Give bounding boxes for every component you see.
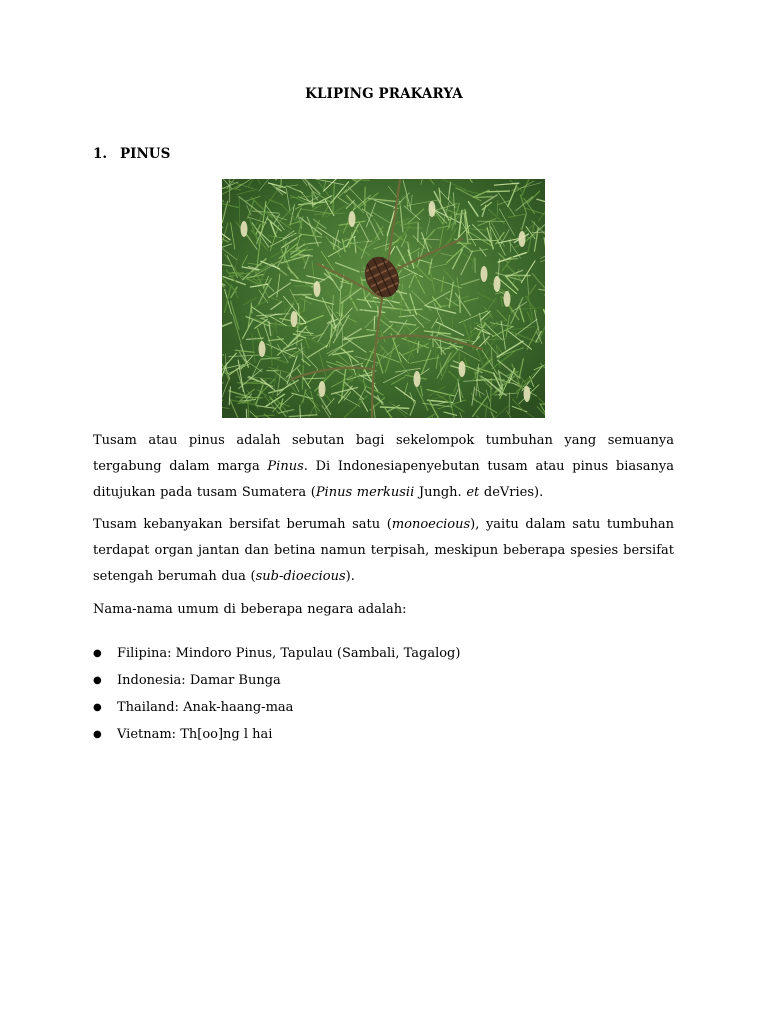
common-names-intro: Nama-nama umum di beberapa negara adalah:	[93, 602, 407, 617]
list-item-text: Vietnam: Th[oo]ng l hai	[117, 727, 273, 742]
monoecious-paragraph	[93, 512, 674, 590]
intro-text-1: Tusam atau pinus adalah sebutan bagi sekelompok tumbuhan yang semuanya tergabung dalam marga	[93, 433, 674, 474]
bullet-icon: ●	[93, 702, 102, 713]
list-item-text: Filipina: Mindoro Pinus, Tapulau (Sambali, Tagalog)	[117, 646, 461, 661]
pine-branch-illustration	[222, 179, 545, 418]
intro-italic-species: Pinus merkusii	[315, 485, 415, 500]
list-item-text: Indonesia: Damar Bunga	[117, 673, 281, 688]
mono-italic-monoecious: monoecious	[391, 517, 471, 532]
document-title: KLIPING PRAKARYA	[305, 86, 463, 102]
mono-text-3: ).	[345, 569, 355, 584]
pine-tree-photo	[222, 179, 545, 418]
section-heading	[93, 146, 170, 162]
intro-italic-et: et	[466, 485, 480, 500]
bullet-icon: ●	[93, 648, 102, 659]
intro-paragraph	[93, 428, 674, 506]
intro-text-4: deVries).	[479, 485, 544, 500]
section-title: PINUS	[120, 146, 171, 162]
intro-text-2: . Di Indonesiapenyebutan tusam atau pinus biasanya ditujukan pada tusam Sumatera (	[93, 459, 674, 500]
section-number: 1.	[93, 146, 108, 162]
list-item	[93, 641, 460, 668]
mono-text-2: ), yaitu dalam satu tumbuhan terdapat organ jantan dan betina namun terpisah, meskipun beberapa spesies bersifat setengah berumah dua (	[93, 517, 674, 584]
intro-italic-pinus: Pinus	[267, 459, 304, 474]
mono-italic-subdioecious: sub-dioecious	[255, 569, 346, 584]
list-item-text: Thailand: Anak-haang-maa	[117, 700, 294, 715]
list-item	[93, 695, 460, 722]
bullet-icon: ●	[93, 729, 102, 740]
bullet-icon: ●	[93, 675, 102, 686]
mono-text-1: Tusam kebanyakan bersifat berumah satu (	[93, 517, 392, 532]
list-item	[93, 722, 460, 749]
common-names-list	[93, 641, 460, 749]
intro-text-3: Jungh.	[414, 485, 467, 500]
list-item	[93, 668, 460, 695]
